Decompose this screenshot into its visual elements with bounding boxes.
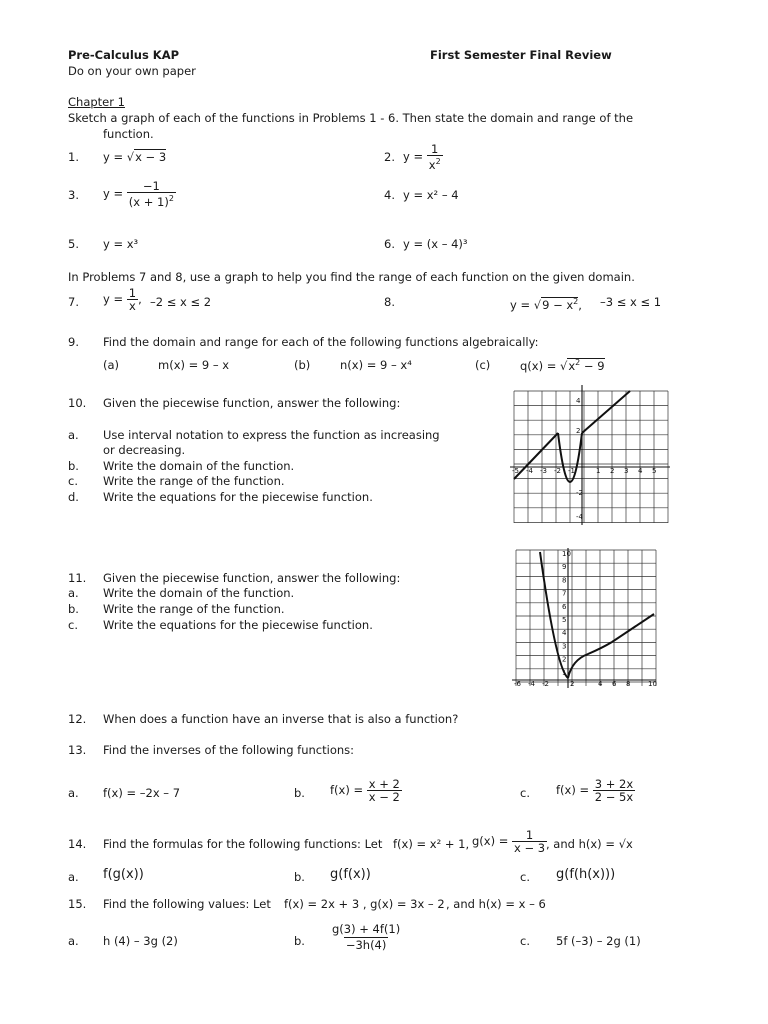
problem-11b-letter: b. [68,602,79,616]
problem-3-equation: y = $\frac{-1}{(x + 1)^2}$ [103,179,174,209]
problem-6-number: 6. [384,237,395,251]
problem-14-f: f(x) = x² + 1, [393,837,470,851]
problem-5-number: 5. [68,237,79,251]
chapter-heading: Chapter 1 [68,95,125,109]
problem-11c-letter: c. [68,618,78,632]
graph11-x-tick: -6 [514,680,521,688]
graph11-curve-middle [568,642,612,678]
graph11-x-tick: 10 [648,680,657,688]
problem-9b-function: n(x) = 9 – x⁴ [340,358,412,372]
graph11-y-tick: 1 [562,668,567,677]
graph11-x-tick: -4 [528,680,535,688]
problem-15a-expression: h (4) – 3g (2) [103,934,178,948]
problem-15-number: 15. [68,897,87,911]
instruction: Do on your own paper [68,64,196,78]
problem-14-h: , and h(x) = √x [546,837,633,851]
graph10-line-left [514,433,558,479]
problem-10c-letter: c. [68,474,78,488]
problem-9a-label: (a) [103,358,120,372]
graph11-y-tick: 9 [562,563,567,572]
graph11-y-tick: 10 [562,550,571,558]
graph10-x-tick: -2 [554,467,561,475]
problem-11-number: 11. [68,571,87,585]
problem-10-question: Given the piecewise function, answer the following: [103,396,401,410]
graph11-y-tick: 7 [562,589,567,598]
problem-11b-text: Write the range of the function. [103,602,285,616]
problem-12-number: 12. [68,712,87,726]
problem-8-number: 8. [384,295,395,309]
graph10-y-tick: -2 [576,489,583,497]
problem-15-question: Find the following values: Let [103,897,271,911]
graph11-x-tick: 4 [598,680,603,688]
graph10-x-tick: -5 [512,467,519,475]
problem-5-equation: y = x³ [103,237,139,251]
problem-15c-expression: 5f (–3) – 2g (1) [556,934,641,948]
problem-10-graph [510,385,670,525]
problem-10b-letter: b. [68,459,79,473]
graph11-x-tick: 2 [570,680,575,688]
problem-15c-letter: c. [520,934,530,948]
problem-13a-letter: a. [68,786,79,800]
graph11-y-tick: 6 [562,602,567,611]
graph11-y-tick: 5 [562,616,567,624]
graph11-line-right [612,614,654,642]
problem-14-question: Find the formulas for the following functions: Let [103,837,383,851]
graph10-x-tick: 1 [596,467,601,475]
problem-11-graph [512,548,656,688]
problem-13c-letter: c. [520,786,530,800]
range-intro: In Problems 7 and 8, use a graph to help you find the range of each function on the given domain. [68,270,635,284]
problem-2-equation: y = $\frac{1}{x^2}$ [403,142,441,172]
graph11-y-tick: 4 [562,629,567,638]
problem-8-equation: $y = √9 - x^2$, [510,297,582,312]
graph11-y-tick: 8 [562,576,567,585]
problem-8-domain: –3 ≤ x ≤ 1 [600,295,662,309]
problem-13-number: 13. [68,743,87,757]
problem-15b-letter: b. [294,934,305,948]
problem-10b-text: Write the domain of the function. [103,459,295,473]
problem-15-f-g: f(x) = 2x + 3 , g(x) = 3x – 2 [284,897,445,911]
problem-7-number: 7. [68,295,79,309]
problem-7-equation: y = $\frac{1}{x}$ , [103,286,142,313]
graph10-line-right [582,391,630,433]
graph11-x-tick: 8 [626,680,631,688]
problem-9c-function: $q(x) = √x^2 - 9$ [520,358,605,373]
problem-11a-text: Write the domain of the function. [103,586,295,600]
graph11-y-tick: 3 [562,642,567,651]
graph11-y-tick: 2 [562,655,567,664]
problem-1-equation: y = √x − 3 [103,150,167,164]
problem-7-domain: –2 ≤ x ≤ 2 [150,295,212,309]
problem-10d-text: Write the equations for the piecewise function. [103,490,373,504]
graph10-x-tick: 3 [624,467,629,475]
problem-14b-letter: b. [294,870,305,884]
problem-10c-text: Write the range of the function. [103,474,285,488]
graph11-x-tick: -2 [542,680,549,688]
graph10-x-tick: -3 [540,467,547,475]
course-title: Pre-Calculus KAP [68,48,180,62]
problem-10-number: 10. [68,396,87,410]
problem-14a-composition: f(g(x)) [103,867,144,882]
problem-10a-line2: or decreasing. [103,443,186,457]
graph10-x-tick: 2 [610,467,615,475]
graph10-x-tick: 5 [652,467,657,475]
problem-14c-letter: c. [520,870,530,884]
problem-9-number: 9. [68,335,79,349]
problem-1-number: 1. [68,150,79,164]
graph10-x-tick: -1 [568,467,575,475]
intro-line-2: function. [103,127,154,141]
problem-15b-expression: $\frac{g(3) + 4f(1)}{-3h(4)}$ [332,922,401,952]
problem-10a-letter: a. [68,428,79,442]
problem-15a-letter: a. [68,934,79,948]
problem-13b-letter: b. [294,786,305,800]
problem-13-question: Find the inverses of the following functions: [103,743,355,757]
graph11-x-tick: 6 [612,680,617,688]
problem-9-question: Find the domain and range for each of the following functions algebraically: [103,335,539,349]
problem-11a-letter: a. [68,586,79,600]
review-title: First Semester Final Review [430,48,612,62]
problem-6-equation: y = (x – 4)³ [403,237,468,251]
graph10-y-tick: -4 [576,513,583,521]
problem-14-number: 14. [68,837,87,851]
problem-11c-text: Write the equations for the piecewise function. [103,618,373,632]
graph10-x-tick: 4 [638,467,643,475]
problem-13c-function: f(x) = $\frac{3 + 2x}{2 - 5x}$ [556,777,634,804]
intro-line-1: Sketch a graph of each of the functions in Problems 1 - 6. Then state the domain and range of the [68,111,634,125]
graph10-y-tick: 4 [576,397,581,405]
problem-9b-label: (b) [294,358,311,372]
problem-4-number: 4. [384,188,395,202]
problem-12-question: When does a function have an inverse that is also a function? [103,712,459,726]
problem-3-number: 3. [68,188,79,202]
problem-14-g: g(x) = $\frac{1}{x - 3}$ [472,828,546,855]
problem-14a-letter: a. [68,870,79,884]
problem-2-number: 2. [384,150,395,164]
problem-13b-function: f(x) = $\frac{x + 2}{x - 2}$ [330,777,400,804]
problem-9c-label: (c) [475,358,491,372]
problem-15-h: , and h(x) = x – 6 [446,897,546,911]
graph10-y-tick: 2 [576,427,581,435]
problem-4-equation: y = x² – 4 [403,188,459,202]
problem-11-question: Given the piecewise function, answer the following: [103,571,401,585]
problem-10d-letter: d. [68,490,79,504]
graph10-x-tick: -4 [526,467,533,475]
problem-13a-function: f(x) = –2x – 7 [103,786,181,800]
problem-14b-composition: g(f(x)) [330,867,371,882]
problem-10a-line1: Use interval notation to express the function as increasing [103,428,440,442]
problem-9a-function: m(x) = 9 – x [158,358,230,372]
problem-14c-composition: g(f(h(x))) [556,867,616,882]
